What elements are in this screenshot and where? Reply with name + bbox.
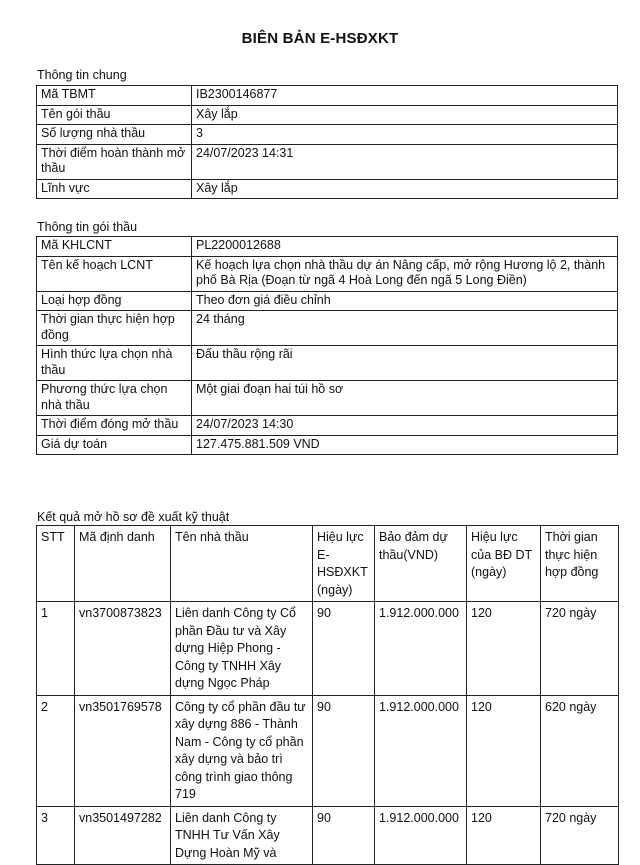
table-row — [37, 806, 619, 865]
column-header: Hiệu lực của BĐ DT (ngày) — [467, 526, 541, 602]
results-table — [36, 525, 619, 865]
table-cell: Liên danh Công ty Cổ phần Đầu tư và Xây dựng Hiệp Phong - Công ty TNHH Xây dựng Ngọc Pháp — [171, 602, 313, 696]
table-cell: 120 — [467, 806, 541, 865]
package-info-heading: Thông tin gói thầu — [37, 220, 138, 234]
field-value: Xây lắp — [192, 179, 618, 199]
table-cell: 90 — [313, 602, 375, 696]
field-label: Loại hợp đồng — [37, 291, 192, 311]
field-label: Thời điểm hoàn thành mở thầu — [37, 144, 192, 179]
table-row — [37, 105, 618, 125]
table-cell: vn3501497282 — [75, 806, 171, 865]
field-value: 24 tháng — [192, 311, 618, 346]
field-label: Tên gói thầu — [37, 105, 192, 125]
table-cell: 2 — [37, 695, 75, 806]
table-row — [37, 416, 618, 436]
field-value: Xây lắp — [192, 105, 618, 125]
table-row — [37, 311, 618, 346]
field-label: Lĩnh vực — [37, 179, 192, 199]
column-header: Thời gian thực hiện hợp đồng — [541, 526, 619, 602]
column-header: Bảo đảm dự thầu(VND) — [375, 526, 467, 602]
field-label: Phương thức lựa chọn nhà thầu — [37, 381, 192, 416]
table-row — [37, 602, 619, 696]
table-header-row — [37, 526, 619, 602]
table-cell: vn3501769578 — [75, 695, 171, 806]
field-label: Thời điểm đóng mở thầu — [37, 416, 192, 436]
field-label: Giá dự toán — [37, 435, 192, 455]
field-label: Tên kế hoạch LCNT — [37, 256, 192, 291]
table-row — [37, 291, 618, 311]
table-cell: Liên danh Công ty TNHH Tư Vấn Xây Dựng Hoàn Mỹ và — [171, 806, 313, 865]
table-row — [37, 435, 618, 455]
field-value: 24/07/2023 14:31 — [192, 144, 618, 179]
table-cell: Công ty cổ phần đầu tư xây dựng 886 - Thành Nam - Công ty cổ phần xây dựng và bảo trì công trình giao thông 719 — [171, 695, 313, 806]
field-value: Kế hoạch lựa chọn nhà thầu dự án Nâng cấp, mở rộng Hương lộ 2, thành phố Bà Rịa (Đoạn từ ngã 4 Hoà Long đến ngã 5 Long Điền) — [192, 256, 618, 291]
field-label: Thời gian thực hiện hợp đồng — [37, 311, 192, 346]
table-row — [37, 346, 618, 381]
document-title: BIÊN BẢN E-HSĐXKT — [241, 30, 399, 47]
general-info-heading: Thông tin chung — [37, 68, 127, 82]
field-value: Một giai đoạn hai túi hồ sơ — [192, 381, 618, 416]
table-row — [37, 125, 618, 145]
field-value: 127.475.881.509 VND — [192, 435, 618, 455]
table-cell: 620 ngày — [541, 695, 619, 806]
field-value: Đấu thầu rộng rãi — [192, 346, 618, 381]
table-cell: 720 ngày — [541, 806, 619, 865]
field-value: Theo đơn giá điều chỉnh — [192, 291, 618, 311]
field-value: PL2200012688 — [192, 237, 618, 257]
column-header: STT — [37, 526, 75, 602]
column-header: Mã định danh — [75, 526, 171, 602]
table-row — [37, 144, 618, 179]
table-row — [37, 86, 618, 106]
column-header: Tên nhà thầu — [171, 526, 313, 602]
table-cell: 90 — [313, 695, 375, 806]
table-row — [37, 237, 618, 257]
table-row — [37, 256, 618, 291]
package-info-table — [36, 236, 618, 455]
general-info-table — [36, 85, 618, 199]
results-heading: Kết quả mở hồ sơ đề xuất kỹ thuật — [37, 510, 230, 524]
table-cell: 1 — [37, 602, 75, 696]
table-cell: 90 — [313, 806, 375, 865]
table-cell: 720 ngày — [541, 602, 619, 696]
table-cell: 1.912.000.000 — [375, 602, 467, 696]
field-value: 24/07/2023 14:30 — [192, 416, 618, 436]
table-row — [37, 179, 618, 199]
table-cell: 120 — [467, 602, 541, 696]
table-cell: 120 — [467, 695, 541, 806]
field-label: Số lượng nhà thầu — [37, 125, 192, 145]
column-header: Hiệu lực E-HSĐXKT(ngày) — [313, 526, 375, 602]
table-row — [37, 695, 619, 806]
field-label: Mã KHLCNT — [37, 237, 192, 257]
table-cell: 1.912.000.000 — [375, 806, 467, 865]
table-cell: 3 — [37, 806, 75, 865]
field-label: Mã TBMT — [37, 86, 192, 106]
table-cell: 1.912.000.000 — [375, 695, 467, 806]
table-cell: vn3700873823 — [75, 602, 171, 696]
field-label: Hình thức lựa chọn nhà thầu — [37, 346, 192, 381]
table-row — [37, 381, 618, 416]
field-value: IB2300146877 — [192, 86, 618, 106]
field-value: 3 — [192, 125, 618, 145]
